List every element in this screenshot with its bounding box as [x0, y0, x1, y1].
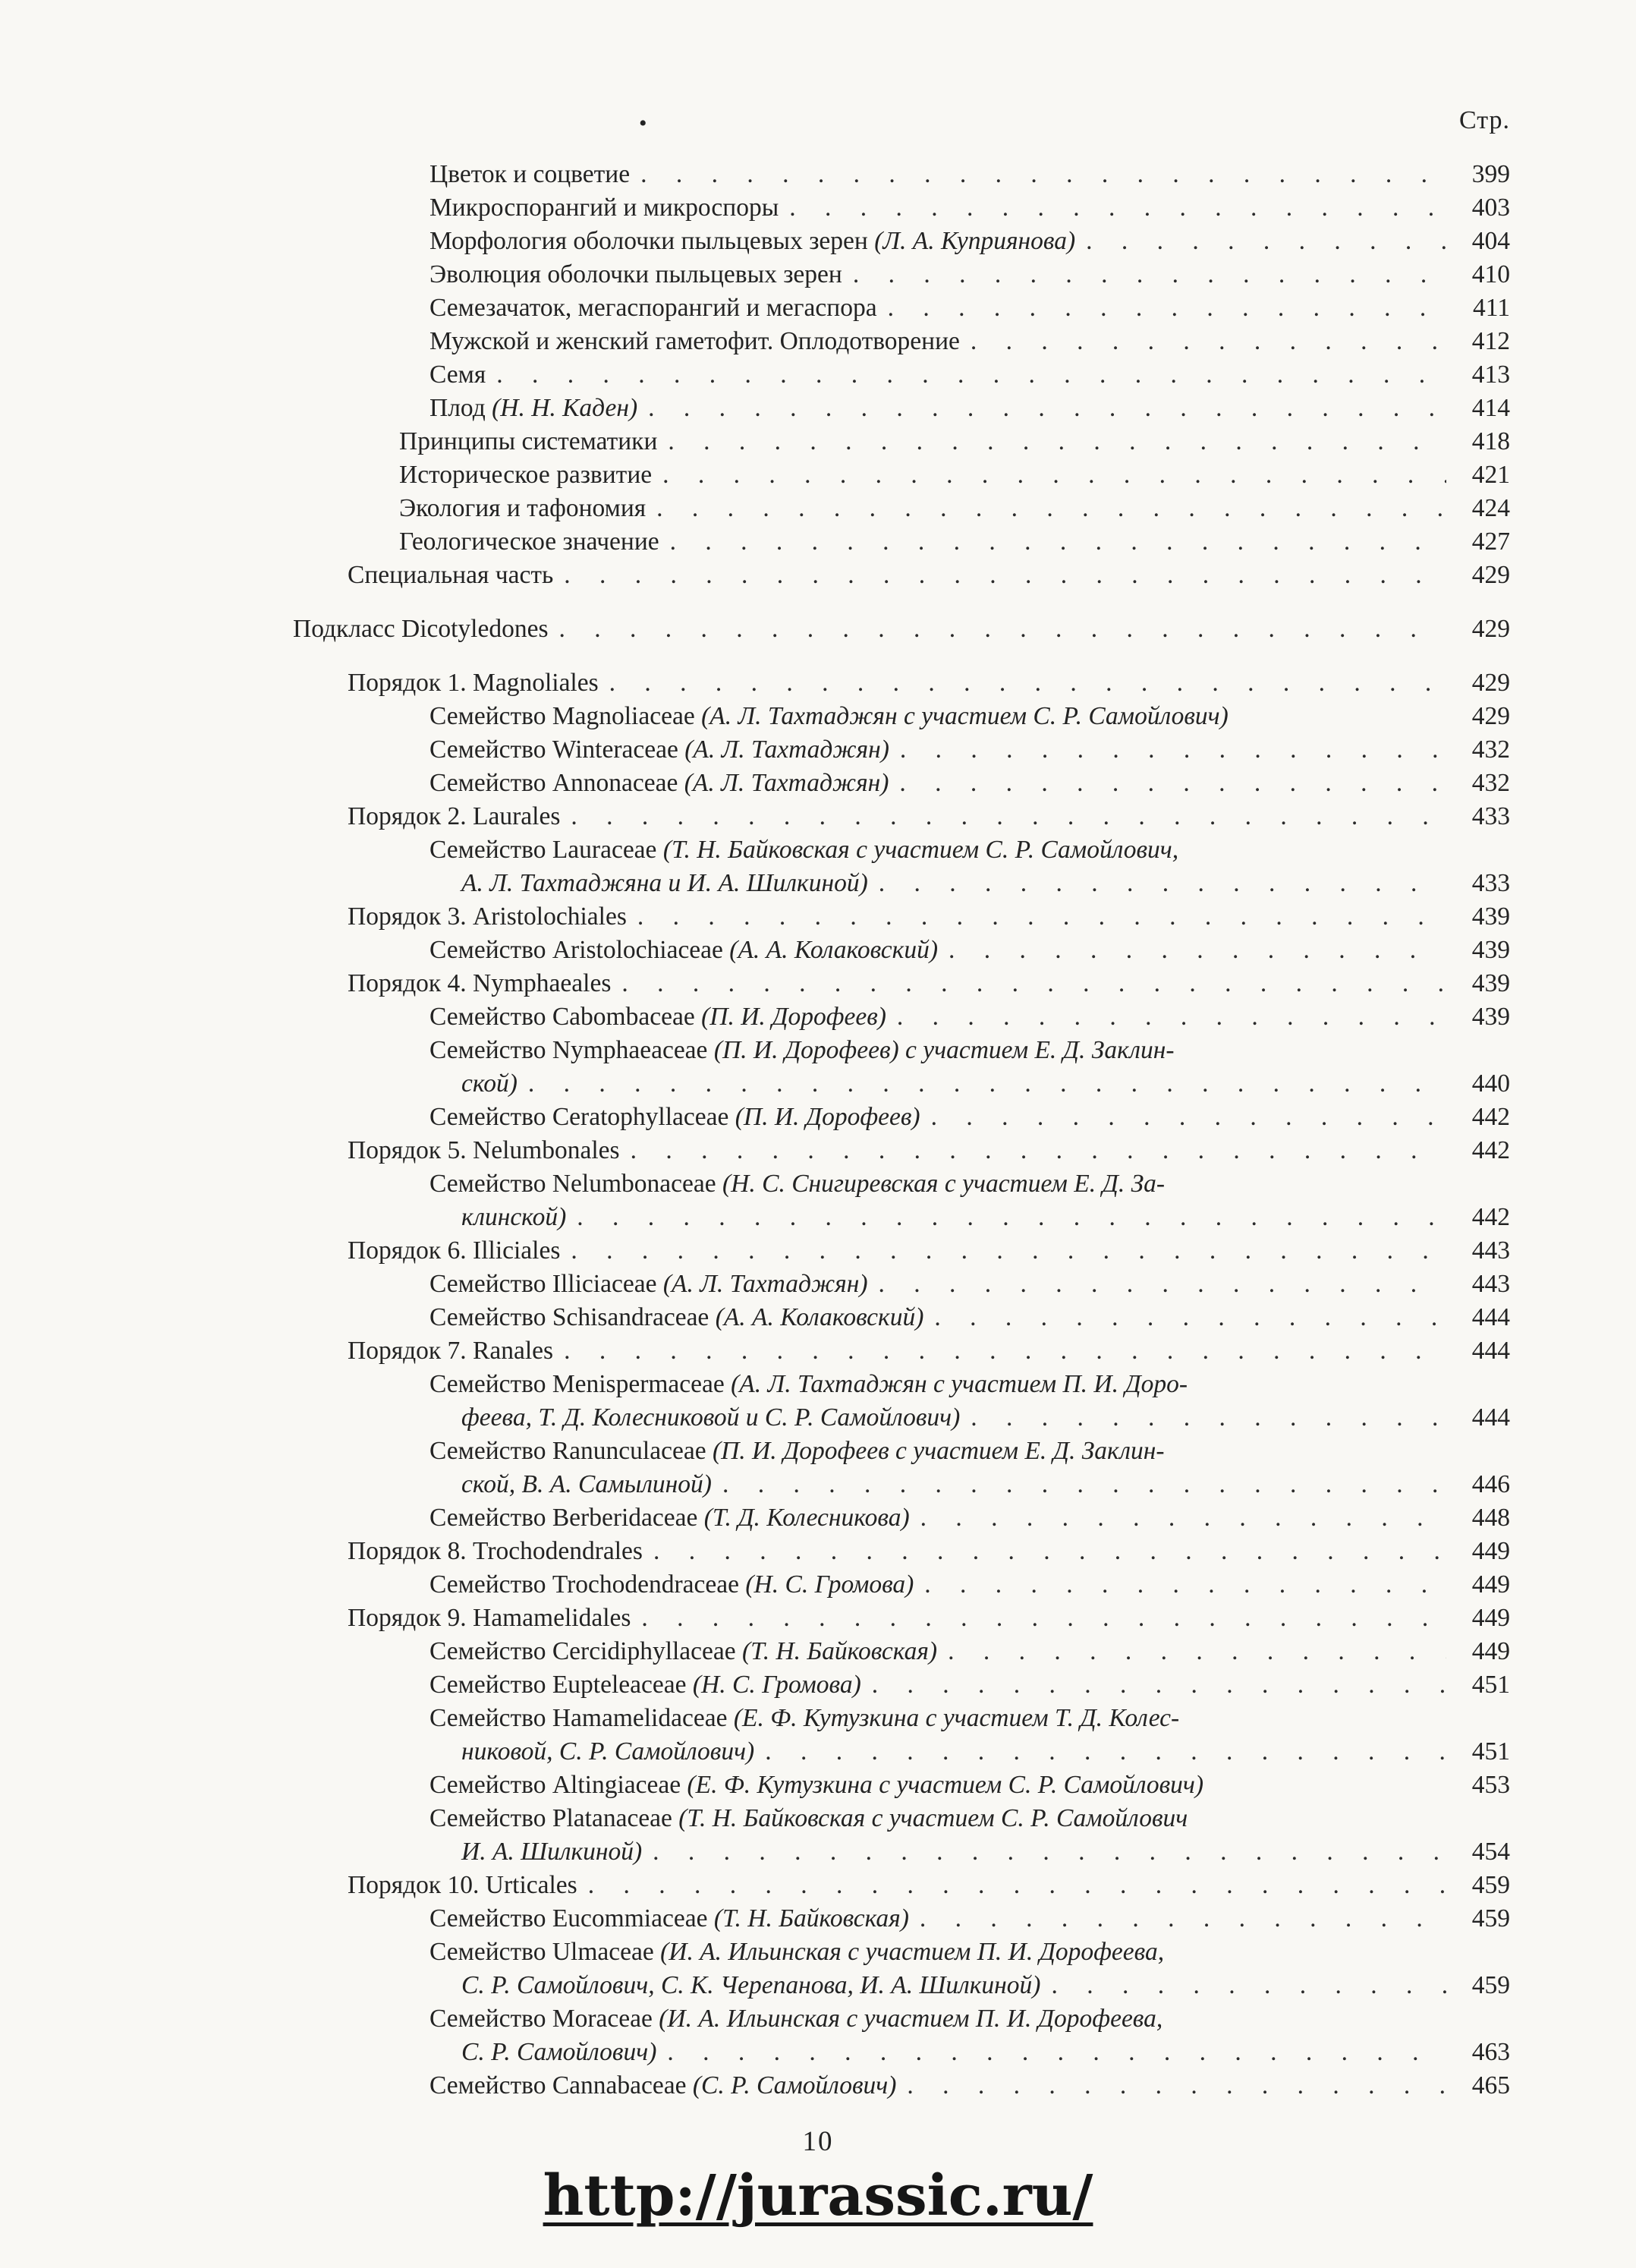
entry-title-segment: Экология и тафономия — [399, 494, 647, 522]
entry-title-segment: Семезачаток, мегаспорангий и мегаспора — [429, 294, 877, 322]
entry-author-segment: (А. Л. Тахтаджян) — [662, 1270, 868, 1298]
entry-title-segment: Специальная часть — [348, 561, 554, 589]
entry-author-segment: (А. А. Колаковский) — [729, 936, 938, 964]
page-column-header: Стр. — [1458, 106, 1510, 134]
toc-entry-text — [429, 733, 889, 767]
toc-entry-text — [348, 559, 553, 592]
toc-entry-text — [461, 1835, 642, 1869]
entry-title-segment: Семя — [429, 361, 486, 389]
entry-title-segment: Порядок 1. Magnoliales — [348, 669, 599, 697]
toc-entry-text — [429, 1668, 861, 1702]
toc-entry-text — [429, 1635, 937, 1668]
toc-row — [293, 2002, 1510, 2036]
toc-page-number: 424 — [1471, 494, 1510, 522]
dot-leader — [648, 392, 1446, 425]
entry-author-segment: (П. И. Дорофеев) — [735, 1103, 920, 1131]
entry-author-segment: (П. И. Дорофеев) с участием Е. Д. Заклин- — [713, 1036, 1175, 1064]
toc-row — [293, 1334, 1510, 1368]
dot-leader — [670, 525, 1446, 559]
entry-author-segment: (Н. С. Снигиревская с участием Е. Д. За- — [722, 1170, 1166, 1198]
dot-leader — [853, 258, 1446, 291]
entry-title-segment: Порядок 6. Illiciales — [348, 1236, 561, 1265]
toc-row — [293, 1602, 1510, 1635]
toc-row — [293, 458, 1510, 492]
toc-page-number: 444 — [1471, 1303, 1510, 1331]
toc-page-number: 413 — [1471, 361, 1510, 389]
entry-author-segment: (Н. С. Громова) — [692, 1671, 861, 1699]
toc-entry-text — [429, 225, 1075, 258]
toc-page-number: 412 — [1471, 327, 1510, 355]
entry-title-segment: Семейство Ulmaceae — [429, 1938, 661, 1966]
toc-page-number: 410 — [1471, 260, 1510, 288]
toc-page-number: 442 — [1471, 1203, 1510, 1231]
toc-row — [293, 934, 1510, 967]
toc-row — [293, 191, 1510, 225]
toc-entry-text — [461, 1201, 566, 1234]
toc-row — [293, 291, 1510, 325]
entry-author-segment: (И. А. Ильинская с участием П. И. Дорофеева, — [659, 2005, 1163, 2033]
toc-page-number: 439 — [1471, 936, 1510, 964]
toc-row — [293, 1702, 1510, 1735]
dot-leader — [722, 1468, 1446, 1501]
dot-leader — [920, 1902, 1446, 1936]
toc-entry-text — [429, 392, 637, 425]
entry-title-segment: Микроспорангий и микроспоры — [429, 194, 779, 222]
entry-author-segment: (С. Р. Самойлович) — [692, 2071, 897, 2099]
toc-row — [293, 1000, 1510, 1034]
entry-author-segment: (А. Л. Тахтаджян) — [684, 736, 889, 764]
toc-row — [293, 1067, 1510, 1101]
toc-row — [293, 900, 1510, 934]
toc-entry-text — [399, 525, 659, 559]
dot-leader — [888, 291, 1446, 325]
toc-row — [293, 967, 1510, 1000]
toc-entry-text — [429, 1501, 910, 1535]
toc-page-number: 429 — [1471, 669, 1510, 697]
dot-leader — [640, 158, 1446, 191]
entry-author-segment: С. Р. Самойлович) — [461, 2038, 657, 2066]
toc-row — [293, 1234, 1510, 1268]
entry-title-segment: Плод — [429, 394, 492, 422]
entry-title-segment: Эволюция оболочки пыльцевых зерен — [429, 260, 842, 288]
entry-author-segment: (Е. Ф. Кутузкина с участием Т. Д. Колес- — [733, 1704, 1180, 1732]
toc-entry-text — [429, 258, 842, 291]
entry-title-segment: Семейство Menispermaceae — [429, 1370, 731, 1398]
toc-row — [293, 1301, 1510, 1334]
dot-leader — [662, 458, 1446, 492]
toc-page-number: 427 — [1471, 528, 1510, 556]
toc-entry-text — [348, 967, 611, 1000]
toc-page-number: 399 — [1471, 160, 1510, 188]
dot-leader — [609, 666, 1446, 700]
entry-title-segment: Семейство Ceratophyllaceae — [429, 1103, 735, 1131]
toc-row — [293, 1101, 1510, 1134]
dot-leader — [637, 900, 1446, 934]
toc-row — [293, 1501, 1510, 1535]
entry-author-segment: (А. Л. Тахтаджян) — [684, 769, 889, 797]
toc-row — [293, 1134, 1510, 1167]
toc-entry-text — [461, 1468, 712, 1501]
toc-row — [293, 733, 1510, 767]
toc-row — [293, 1201, 1510, 1234]
toc-page-number: 465 — [1471, 2071, 1510, 2099]
dot-leader — [653, 1535, 1446, 1568]
toc-row — [293, 492, 1510, 525]
toc-page-number: 449 — [1471, 1604, 1510, 1632]
toc-entry-text — [429, 1902, 909, 1936]
toc-page-number: 439 — [1471, 969, 1510, 997]
toc-entry-text — [429, 1368, 1188, 1401]
entry-author-segment: (И. А. Ильинская с участием П. И. Дорофеева, — [660, 1938, 1165, 1966]
toc-row — [293, 1969, 1510, 2002]
toc-entry-text — [348, 800, 560, 833]
dot-leader — [899, 767, 1446, 800]
toc-entry-text — [429, 934, 938, 967]
toc-page-number: 429 — [1471, 561, 1510, 589]
toc-row — [293, 1368, 1510, 1401]
toc-entry-text — [429, 1101, 920, 1134]
entry-title-segment: Порядок 7. Ranales — [348, 1337, 554, 1365]
toc-entry-text — [429, 1000, 886, 1034]
toc-entry-text — [348, 1334, 553, 1368]
toc-page-number: 442 — [1471, 1103, 1510, 1131]
dot-leader — [924, 1568, 1446, 1602]
dot-leader — [653, 1835, 1446, 1869]
dot-leader — [765, 1735, 1446, 1769]
toc-row — [293, 1167, 1510, 1201]
dot-leader — [900, 733, 1446, 767]
toc-row — [293, 525, 1510, 559]
entry-author-segment: ской) — [461, 1069, 518, 1098]
entry-title-segment: Семейство Annonaceae — [429, 769, 684, 797]
toc-entry-text — [429, 767, 889, 800]
entry-author-segment: (Т. Н. Байковская) — [713, 1904, 909, 1933]
toc-row — [293, 1435, 1510, 1468]
entry-title-segment: Семейство Eucommiaceae — [429, 1904, 714, 1933]
watermark-url: http://jurassic.ru/ — [543, 2163, 1093, 2229]
entry-title-segment: Мужской и женский гаметофит. Оплодотворение — [429, 327, 960, 355]
toc-row — [293, 559, 1510, 592]
dot-leader — [949, 934, 1446, 967]
dot-leader — [656, 492, 1446, 525]
dot-leader — [631, 1134, 1446, 1167]
toc-entry-text — [429, 1268, 867, 1301]
toc-page-number: 449 — [1471, 1570, 1510, 1599]
toc-entry-text — [429, 325, 960, 358]
entry-title-segment: Порядок 9. Hamamelidales — [348, 1604, 631, 1632]
dot-leader — [948, 1635, 1446, 1668]
toc-row — [293, 867, 1510, 900]
toc-entry-text — [348, 1869, 577, 1902]
entry-author-segment: (Т. Н. Байковская с участием С. Р. Самойлович — [678, 1804, 1188, 1832]
entry-author-segment: (А. Л. Тахтаджян с участием С. Р. Самойлович) — [701, 702, 1229, 730]
entry-title-segment: Семейство Hamamelidaceae — [429, 1704, 734, 1732]
entry-author-segment: ской, В. А. Самылиной) — [461, 1470, 712, 1498]
toc-row — [293, 666, 1510, 700]
toc-entry-text — [429, 2069, 896, 2103]
entry-title-segment: Семейство Winteraceae — [429, 736, 685, 764]
toc-entry-text — [293, 613, 549, 646]
dot-leader — [897, 1000, 1446, 1034]
entry-title-segment: Цветок и соцветие — [429, 160, 631, 188]
entry-title-segment: Семейство Cabombaceae — [429, 1003, 702, 1031]
toc-row — [293, 1802, 1510, 1835]
toc-row — [293, 1835, 1510, 1869]
entry-author-segment: И. А. Шилкиной) — [461, 1838, 643, 1866]
entry-title-segment: Порядок 2. Laurales — [348, 802, 561, 830]
toc-entry-text — [429, 1936, 1164, 1969]
toc-page-number: 429 — [1471, 702, 1510, 730]
toc-page-number: 459 — [1471, 1971, 1510, 1999]
toc-entry-text — [429, 2002, 1163, 2036]
toc-row — [293, 1535, 1510, 1568]
entry-author-segment: клинской) — [461, 1203, 567, 1231]
entry-author-segment: (А. А. Колаковский) — [715, 1303, 924, 1331]
table-of-contents — [293, 158, 1510, 2103]
toc-page-number: 463 — [1471, 2038, 1510, 2066]
toc-row — [293, 1268, 1510, 1301]
toc-page-number: 459 — [1471, 1904, 1510, 1933]
entry-title-segment: Порядок 4. Nymphaeales — [348, 969, 612, 997]
toc-row — [293, 1635, 1510, 1668]
toc-row — [293, 1034, 1510, 1067]
toc-entry-text — [348, 1134, 620, 1167]
toc-row — [293, 2069, 1510, 2103]
entry-title-segment: Историческое развитие — [399, 461, 653, 489]
dot-leader — [528, 1067, 1446, 1101]
toc-entry-text — [429, 700, 1229, 733]
dot-leader — [1086, 225, 1446, 258]
toc-page-number: 429 — [1471, 615, 1510, 643]
toc-page-number: 433 — [1471, 802, 1510, 830]
toc-page-number: 432 — [1471, 736, 1510, 764]
entry-title-segment: Геологическое значение — [399, 528, 659, 556]
toc-entry-text — [429, 833, 1178, 867]
toc-entry-text — [348, 1602, 631, 1635]
entry-title-segment: Семейство Altingiaceae — [429, 1771, 687, 1799]
toc-page-number: 432 — [1471, 769, 1510, 797]
dot-leader — [577, 1201, 1446, 1234]
toc-entry-text — [429, 291, 877, 325]
toc-row — [293, 2036, 1510, 2069]
toc-entry-text — [461, 1067, 518, 1101]
toc-entry-text — [461, 1401, 960, 1435]
toc-row — [293, 833, 1510, 867]
dot-leader — [667, 2036, 1446, 2069]
toc-page-number: 448 — [1471, 1504, 1510, 1532]
toc-page-number: 421 — [1471, 461, 1510, 489]
toc-page-number: 449 — [1471, 1537, 1510, 1565]
entry-author-segment: (Т. Н. Байковская) — [742, 1637, 938, 1665]
toc-page-number: 411 — [1472, 294, 1510, 322]
toc-row — [293, 1769, 1510, 1802]
entry-title-segment: Семейство Platanaceae — [429, 1804, 679, 1832]
toc-row — [293, 700, 1510, 733]
dot-leader — [920, 1501, 1446, 1535]
entry-title-segment: Порядок 10. Urticales — [348, 1871, 577, 1899]
entry-author-segment: (Л. А. Куприянова) — [874, 227, 1076, 255]
toc-page-number: 439 — [1471, 1003, 1510, 1031]
toc-row — [293, 767, 1510, 800]
toc-entry-text — [429, 1802, 1188, 1835]
toc-entry-text — [348, 1535, 643, 1568]
entry-author-segment: (Е. Ф. Кутузкина с участием С. Р. Самойлович) — [687, 1771, 1204, 1799]
toc-entry-text — [399, 458, 652, 492]
dot-leader — [641, 1602, 1446, 1635]
toc-entry-text — [399, 492, 646, 525]
toc-entry-text — [429, 1568, 914, 1602]
dot-leader — [872, 1668, 1446, 1702]
toc-row — [293, 1869, 1510, 1902]
toc-row — [293, 1735, 1510, 1769]
entry-title-segment: Порядок 5. Nelumbonales — [348, 1136, 620, 1164]
entry-author-segment: (Н. С. Громова) — [745, 1570, 914, 1599]
toc-row — [293, 1902, 1510, 1936]
entry-title-segment: Семейство Moraceae — [429, 2005, 659, 2033]
dot-leader — [668, 425, 1446, 458]
toc-page-number: 414 — [1471, 394, 1510, 422]
entry-title-segment: Семейство Lauraceae — [429, 836, 663, 864]
dot-leader — [564, 1334, 1446, 1368]
toc-entry-text — [429, 1301, 923, 1334]
entry-title-segment: Семейство Eupteleaceae — [429, 1671, 693, 1699]
dot-leader — [971, 1401, 1446, 1435]
toc-page-number: 453 — [1471, 1771, 1510, 1799]
toc-row — [293, 613, 1510, 646]
toc-row — [293, 800, 1510, 833]
toc-entry-text — [348, 1234, 560, 1268]
toc-row — [293, 358, 1510, 392]
toc-row — [293, 1468, 1510, 1501]
toc-page-number: 444 — [1471, 1403, 1510, 1432]
entry-author-segment: феева, Т. Д. Колесниковой и С. Р. Самойлович) — [461, 1403, 961, 1432]
toc-page-number: 433 — [1471, 869, 1510, 897]
toc-row — [293, 1936, 1510, 1969]
toc-page-number: 454 — [1471, 1838, 1510, 1866]
toc-row — [293, 258, 1510, 291]
toc-row — [293, 325, 1510, 358]
toc-row — [293, 225, 1510, 258]
dot-leader — [789, 191, 1446, 225]
entry-title-segment: Семейство Magnoliaceae — [429, 702, 702, 730]
toc-entry-text — [429, 1034, 1175, 1067]
dot-leader — [621, 967, 1446, 1000]
toc-entry-text — [429, 358, 486, 392]
dot-leader — [571, 1234, 1446, 1268]
toc-entry-text — [348, 900, 627, 934]
entry-title-segment: Семейство Ranunculaceae — [429, 1437, 713, 1465]
toc-entry-text — [429, 158, 630, 191]
entry-author-segment: никовой, С. Р. Самойлович) — [461, 1737, 755, 1766]
toc-entry-text — [348, 666, 599, 700]
toc-page-number: 442 — [1471, 1136, 1510, 1164]
dot-leader — [496, 358, 1446, 392]
entry-title-segment: Семейство Cercidiphyllaceae — [429, 1637, 743, 1665]
dot-leader — [564, 559, 1446, 592]
toc-page-number: 443 — [1471, 1270, 1510, 1298]
toc-entry-text — [461, 1735, 754, 1769]
toc-entry-text — [429, 1769, 1203, 1802]
dot-leader — [1051, 1969, 1446, 2002]
dot-leader — [571, 800, 1446, 833]
toc-entry-text — [461, 2036, 656, 2069]
dot-leader — [971, 325, 1446, 358]
toc-entry-text — [429, 1167, 1165, 1201]
toc-row — [293, 392, 1510, 425]
entry-title-segment: Семейство Aristolochiaceae — [429, 936, 730, 964]
dot-leader — [907, 2069, 1446, 2103]
toc-page-number: 404 — [1471, 227, 1510, 255]
entry-title-segment: Порядок 8. Trochodendrales — [348, 1537, 643, 1565]
entry-author-segment: (А. Л. Тахтаджян с участием П. И. Доро- — [731, 1370, 1188, 1398]
entry-title-segment: Порядок 3. Aristolochiales — [348, 902, 627, 931]
toc-page-number: 418 — [1471, 427, 1510, 455]
toc-entry-text — [461, 867, 868, 900]
entry-title-segment: Принципы систематики — [399, 427, 658, 455]
entry-author-segment: (Т. Н. Байковская с участием С. Р. Самойлович, — [662, 836, 1179, 864]
entry-title-segment: Семейство Schisandraceae — [429, 1303, 716, 1331]
entry-title-segment: Семейство Illiciaceae — [429, 1270, 663, 1298]
toc-page-number: 443 — [1471, 1236, 1510, 1265]
dot-leader — [588, 1869, 1446, 1902]
toc-row — [293, 158, 1510, 191]
entry-title-segment: Семейство Berberidaceae — [429, 1504, 704, 1532]
bullet-mark: • — [639, 111, 647, 136]
entry-author-segment: С. Р. Самойлович, С. К. Черепанова, И. А. Шилкиной) — [461, 1971, 1041, 1999]
toc-page-number: 459 — [1471, 1871, 1510, 1899]
toc-entry-text — [429, 191, 779, 225]
toc-entry-text — [429, 1702, 1179, 1735]
dot-leader — [931, 1101, 1446, 1134]
page-number: 10 — [802, 2126, 834, 2157]
entry-title-segment: Семейство Cannabaceae — [429, 2071, 693, 2099]
entry-title-segment: Морфология оболочки пыльцевых зерен — [429, 227, 875, 255]
dot-leader — [934, 1301, 1446, 1334]
toc-entry-text — [429, 1435, 1165, 1468]
toc-page-number: 451 — [1471, 1737, 1510, 1766]
toc-row — [293, 425, 1510, 458]
entry-title-segment: Семейство Trochodendraceae — [429, 1570, 746, 1599]
toc-page-number: 444 — [1471, 1337, 1510, 1365]
entry-title-segment: Семейство Nymphaeaceae — [429, 1036, 714, 1064]
toc-page-number: 440 — [1471, 1069, 1510, 1098]
toc-page-number: 446 — [1471, 1470, 1510, 1498]
toc-page-number: 449 — [1471, 1637, 1510, 1665]
dot-leader — [878, 1268, 1446, 1301]
entry-author-segment: А. Л. Тахтаджяна и И. А. Шилкиной) — [461, 869, 868, 897]
entry-title-segment: Семейство Nelumbonaceae — [429, 1170, 722, 1198]
entry-title-segment: Подкласс Dicotyledones — [293, 615, 549, 643]
toc-page-number: 451 — [1471, 1671, 1510, 1699]
toc-entry-text — [461, 1969, 1040, 2002]
entry-author-segment: (Н. Н. Каден) — [492, 394, 638, 422]
dot-leader — [879, 867, 1446, 900]
toc-page-number: 439 — [1471, 902, 1510, 931]
toc-row — [293, 1668, 1510, 1702]
toc-row — [293, 1568, 1510, 1602]
entry-author-segment: (Т. Д. Колесникова) — [703, 1504, 910, 1532]
dot-leader — [559, 613, 1446, 646]
entry-author-segment: (П. И. Дорофеев) — [701, 1003, 886, 1031]
toc-page-number: 403 — [1471, 194, 1510, 222]
entry-author-segment: (П. И. Дорофеев с участием Е. Д. Заклин- — [712, 1437, 1165, 1465]
toc-row — [293, 1401, 1510, 1435]
toc-entry-text — [399, 425, 657, 458]
